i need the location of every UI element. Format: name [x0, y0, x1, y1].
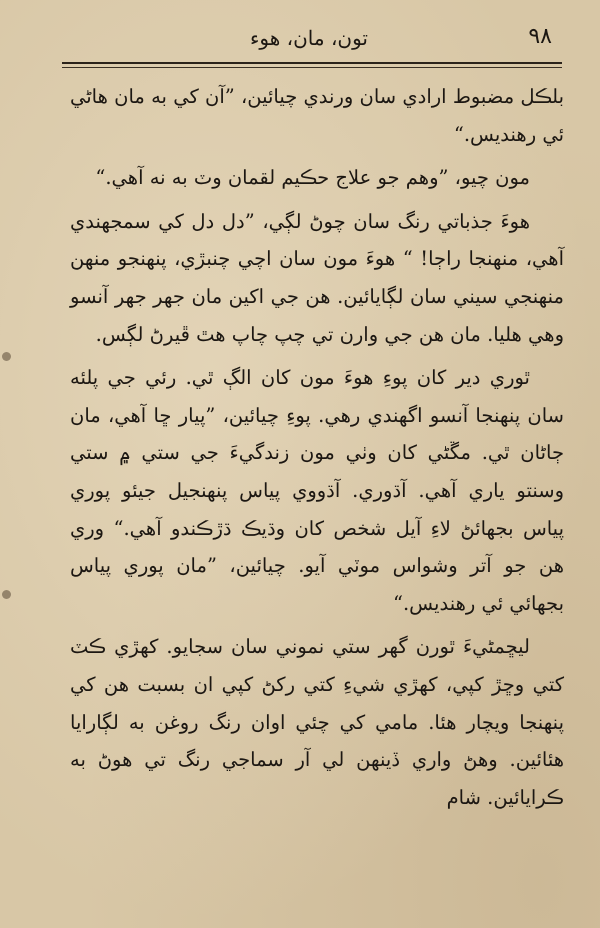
paragraph: هوءَ جذباتي رنگ سان چوڻ لڳي، ”دل دل کي سمجهندي آهي، منهنجا راڄا! “ هوءَ مون سان اچي چنبڙي، پنهنجو منهن منهنجي سيني سان لڳايائين. هن جي اکين مان جهر جهر آنسو وهي هليا. مان هن جي وارن تي چپ چاپ هٿ ڦيرڻ لڳس.	[70, 209, 564, 346]
page-binding-hole	[2, 352, 11, 361]
paragraph: بلڪل مضبوط ارادي سان ورندي چيائين، ”آن کي به مان هاڻي ئي رهنديس.“	[70, 85, 564, 146]
paragraph: ليڇمڻيءَ ٿورن گهر ستي نموني سان سجايو. کهڙي ڪٽ کتي وڇڙ کپي، کهڙي شيءِ کتي رکڻ کپي ان بسبت هن کي پنهنجا ويچار هئا. مامي کي چئي اوان رنگ روغن به لڳارايا هئائين. وهڻ واري ڏينهن لي آر سماجي رنگ تي هوڻ به ڪرايائين. شام	[70, 635, 564, 809]
body-text	[70, 78, 564, 822]
running-title: تون، مان، هوء	[250, 26, 368, 50]
page-binding-hole	[2, 590, 11, 599]
header-rule	[62, 62, 562, 64]
paragraph: مون چيو، ”وهم جو علاج حڪيم لقمان وٽ به نه آهي.“	[95, 166, 530, 190]
header-rule-thin	[62, 67, 562, 68]
page-number: ٩٨	[528, 24, 552, 49]
paragraph: ٿوري دير کان پوءِ هوءَ مون کان الڳ ٿي. رئي جي پلئه سان پنهنجا آنسو اگهندي رهي. پوءِ چيائين، ”پيار ڇا آهي، مان ڄاڻان ٿي. مڱڻي کان وٺي مون زندگيءَ جي ستي ۾ ستي وسنتو ياري آهي. آڌوري. آڌووي پياس پنهنجيل جيئو پوري پياس بجهائڻ لاءِ آيل شخص کان وڌيڪ ڌڙڪندو آهي.“ وري هن جو آتر وشواس موٽي آيو. چيائين، ”مان پوري پياس بجهائي ئي رهنديس.“	[70, 366, 564, 615]
page-header	[58, 22, 560, 58]
